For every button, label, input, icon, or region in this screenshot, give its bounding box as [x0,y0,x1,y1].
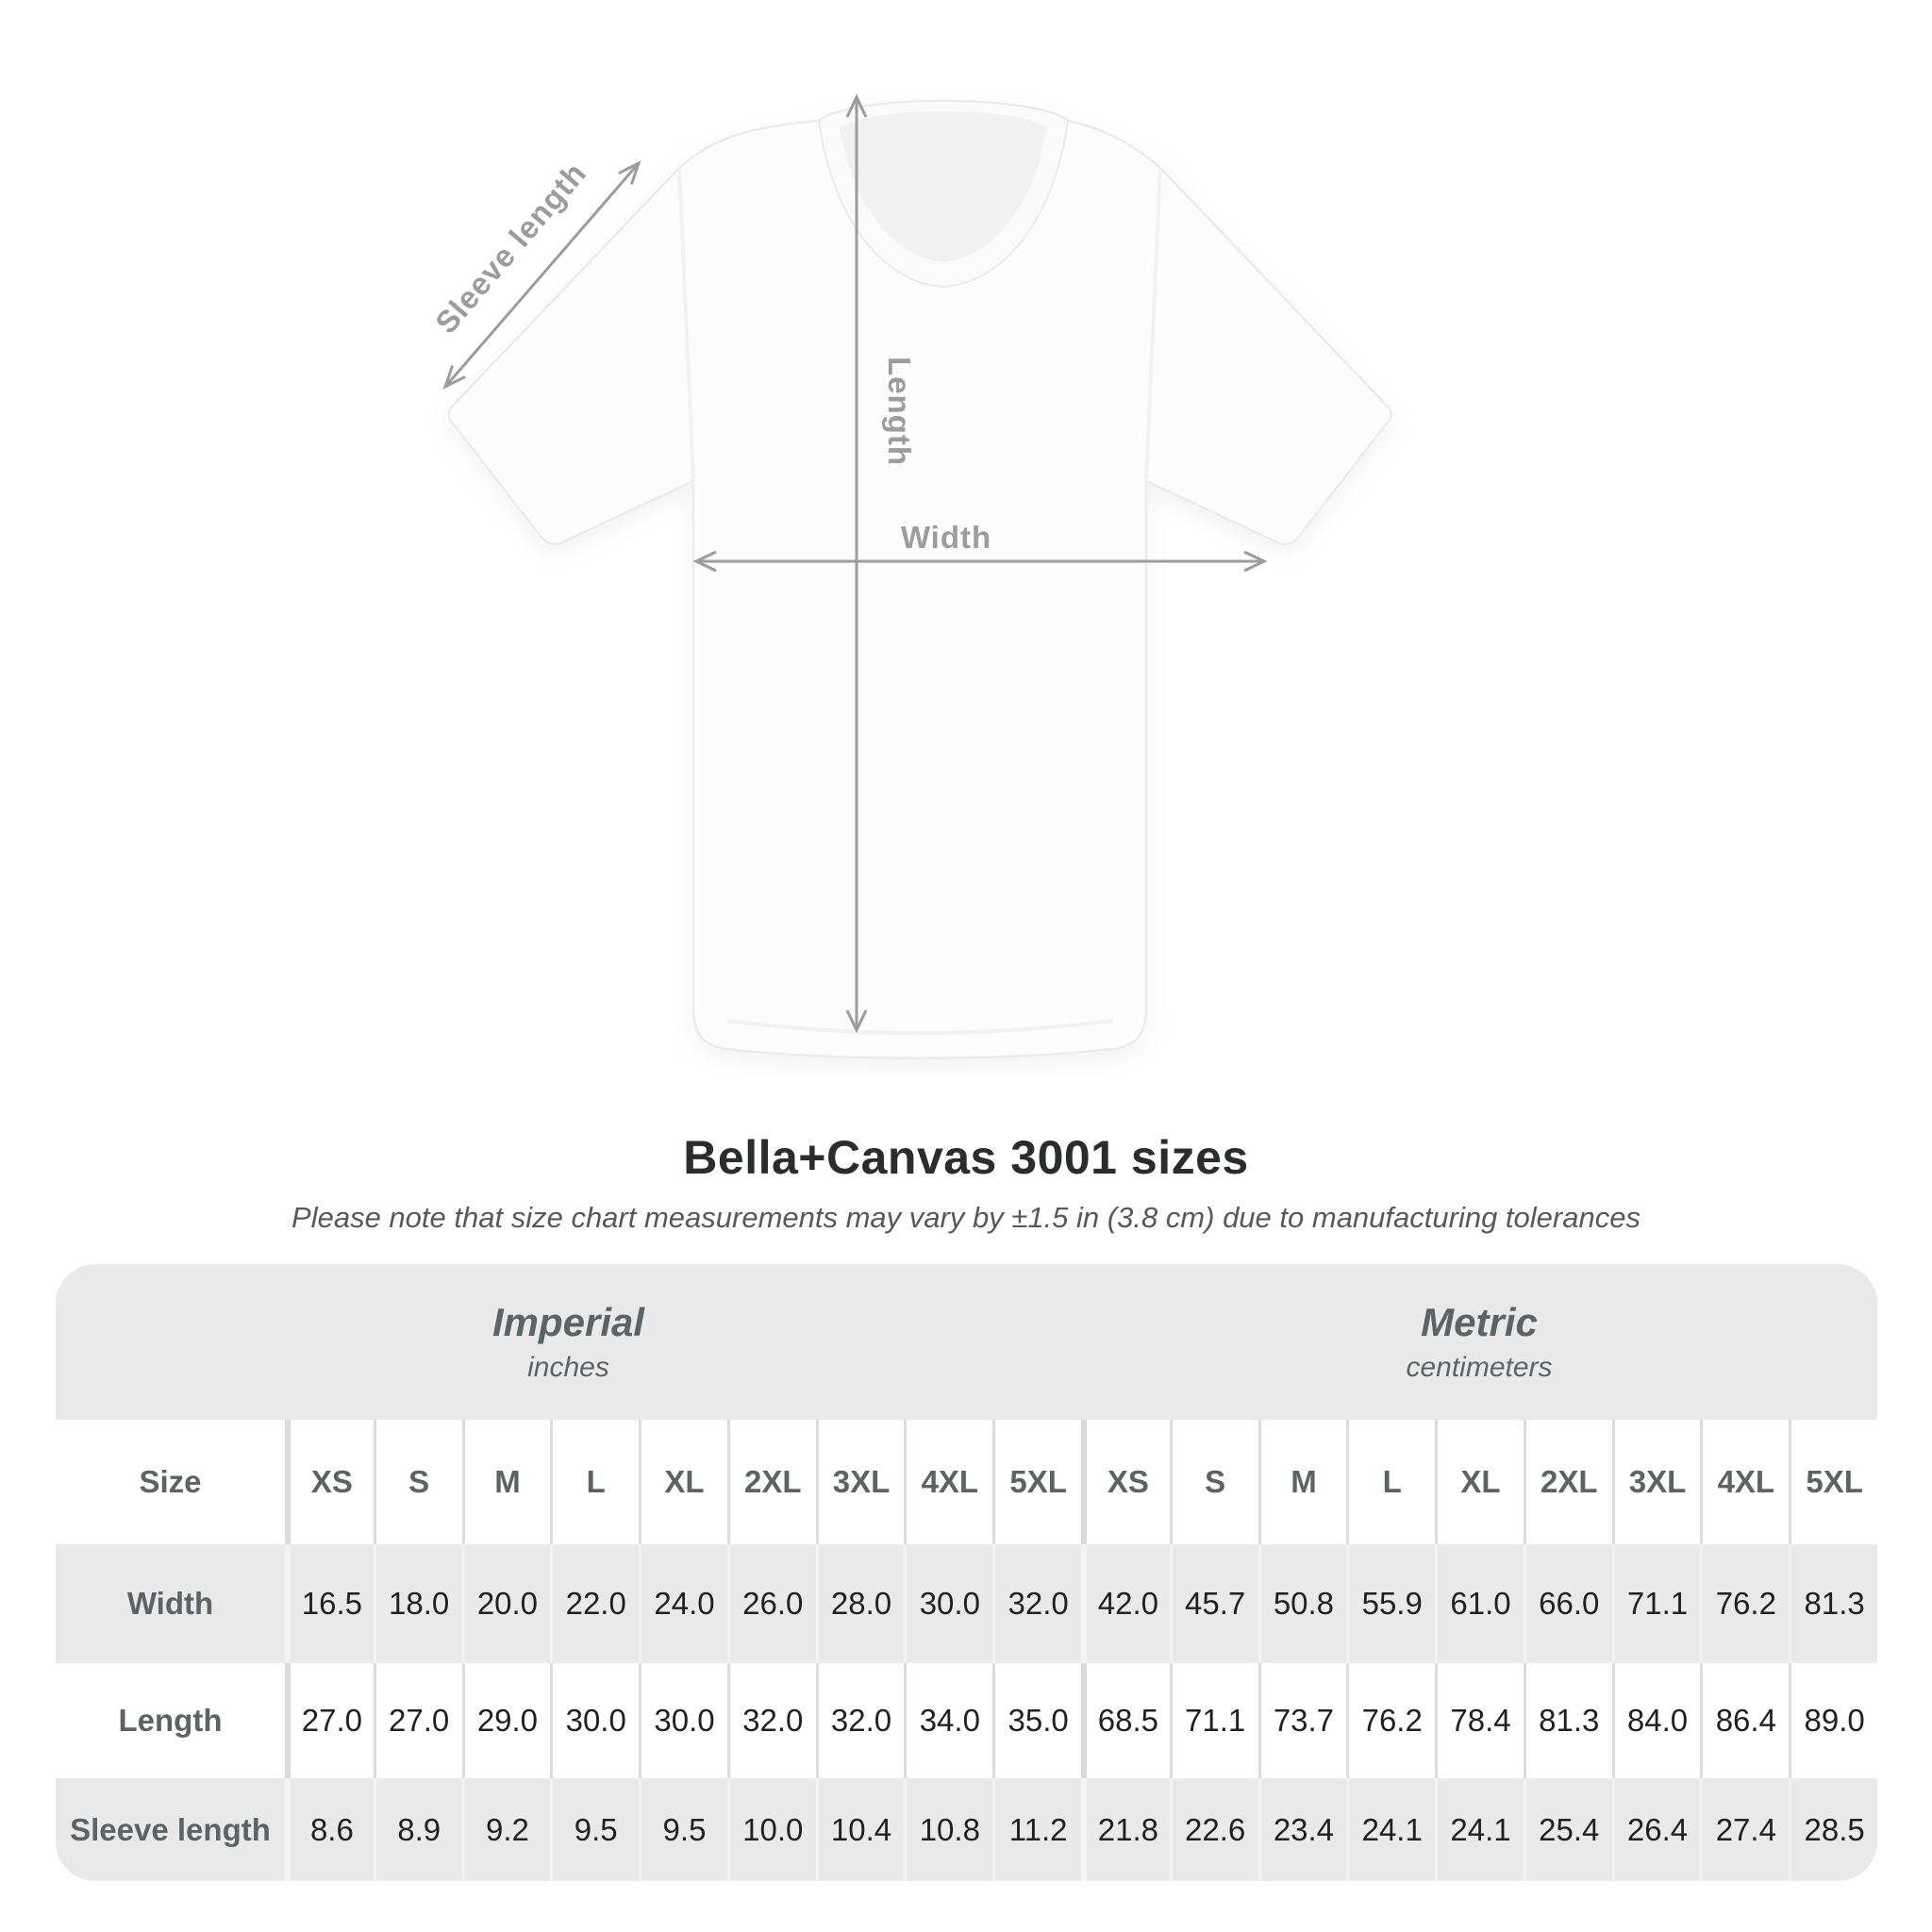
value-cell: 30.0 [639,1663,727,1778]
value-cell: 32.0 [816,1663,905,1778]
value-cell: 20.0 [462,1544,551,1663]
tshirt-diagram [425,74,1415,1075]
value-cell: 9.5 [639,1778,727,1881]
value-cell: 9.2 [462,1778,551,1881]
value-cell: 22.0 [550,1544,639,1663]
size-header-cell: 3XL [816,1420,905,1544]
row-label: Width [126,1586,214,1621]
length-row [56,1663,1877,1778]
value-cell: 34.0 [904,1663,992,1778]
size-header-cell: 2XL [727,1420,816,1544]
size-header-cell: XL [639,1420,727,1544]
tshirt-graphic [449,101,1391,1058]
metric-unit-header [1081,1264,1877,1420]
value-cell: 84.0 [1612,1663,1701,1778]
value-cell: 55.9 [1346,1544,1435,1663]
value-cell: 76.2 [1346,1663,1435,1778]
value-cell: 25.4 [1524,1778,1612,1881]
value-cell: 18.0 [374,1544,462,1663]
value-cell: 9.5 [550,1778,639,1881]
value-cell: 89.0 [1789,1663,1877,1778]
value-cell: 28.5 [1789,1778,1877,1881]
sleeve-length-row [56,1778,1877,1881]
value-cell: 24.1 [1435,1778,1524,1881]
title-block [0,1130,1932,1235]
size-header-cell: 5XL [992,1420,1081,1544]
value-cell: 11.2 [992,1778,1081,1881]
value-cell: 10.8 [904,1778,992,1881]
size-header-cell: 2XL [1524,1420,1612,1544]
value-cell: 32.0 [727,1663,816,1778]
value-cell: 30.0 [904,1544,992,1663]
value-cell: 68.5 [1081,1663,1170,1778]
value-cell: 73.7 [1258,1663,1347,1778]
value-cell: 8.9 [374,1778,462,1881]
value-cell: 10.4 [816,1778,905,1881]
value-cell: 26.4 [1612,1778,1701,1881]
row-label: Length [118,1703,223,1738]
value-cell: 32.0 [992,1544,1081,1663]
width-row [56,1544,1877,1663]
value-cell: 66.0 [1524,1544,1612,1663]
size-header-cell: S [374,1420,462,1544]
value-cell: 76.2 [1700,1544,1789,1663]
value-cell: 24.1 [1346,1778,1435,1881]
imperial-unit: inches [527,1352,609,1383]
width-label: Width [900,520,992,555]
size-header-cell: S [1170,1420,1258,1544]
unit-groups-row [56,1264,1877,1420]
page-subtitle: Please note that size chart measurements may vary by ±1.5 in (3.8 cm) due to manufacturing tolerances [291,1201,1641,1234]
metric-label: Metric [1421,1300,1538,1344]
value-cell: 21.8 [1081,1778,1170,1881]
imperial-label: Imperial [491,1300,645,1344]
size-header-cell: 4XL [904,1420,992,1544]
value-cell: 24.0 [639,1544,727,1663]
size-header-cell: M [1258,1420,1347,1544]
value-cell: 42.0 [1081,1544,1170,1663]
size-header-cell: L [1346,1420,1435,1544]
value-cell: 61.0 [1435,1544,1524,1663]
length-label: Length [882,357,917,466]
value-cell: 26.0 [727,1544,816,1663]
value-cell: 35.0 [992,1663,1081,1778]
size-header-cell: 3XL [1612,1420,1701,1544]
value-cell: 22.6 [1170,1778,1258,1881]
value-cell: 86.4 [1700,1663,1789,1778]
value-cell: 27.0 [285,1663,374,1778]
value-cell: 71.1 [1170,1663,1258,1778]
size-header-cell: XS [1081,1420,1170,1544]
size-header-cell: XL [1435,1420,1524,1544]
metric-unit: centimeters [1406,1352,1553,1383]
value-cell: 16.5 [285,1544,374,1663]
size-header-cell: L [550,1420,639,1544]
value-cell: 50.8 [1258,1544,1347,1663]
page-title: Bella+Canvas 3001 sizes [683,1131,1249,1184]
value-cell: 28.0 [816,1544,905,1663]
size-header-cell: M [462,1420,551,1544]
value-cell: 45.7 [1170,1544,1258,1663]
value-cell: 71.1 [1612,1544,1701,1663]
value-cell: 27.0 [374,1663,462,1778]
value-cell: 81.3 [1524,1663,1612,1778]
size-header-row [56,1420,1877,1544]
size-table [56,1264,1877,1881]
size-header-cell: 5XL [1789,1420,1877,1544]
imperial-unit-header [56,1264,1081,1420]
value-cell: 27.4 [1700,1778,1789,1881]
value-cell: 81.3 [1789,1544,1877,1663]
value-cell: 78.4 [1435,1663,1524,1778]
size-header-cell: 4XL [1700,1420,1789,1544]
row-label: Sleeve length [70,1811,271,1847]
value-cell: 23.4 [1258,1778,1347,1881]
value-cell: 30.0 [550,1663,639,1778]
value-cell: 29.0 [462,1663,551,1778]
sleeve-length-label: Sleeve length [427,155,593,341]
size-column-header: Size [139,1464,202,1499]
size-header-cell: XS [285,1420,374,1544]
value-cell: 10.0 [727,1778,816,1881]
value-cell: 8.6 [285,1778,374,1881]
